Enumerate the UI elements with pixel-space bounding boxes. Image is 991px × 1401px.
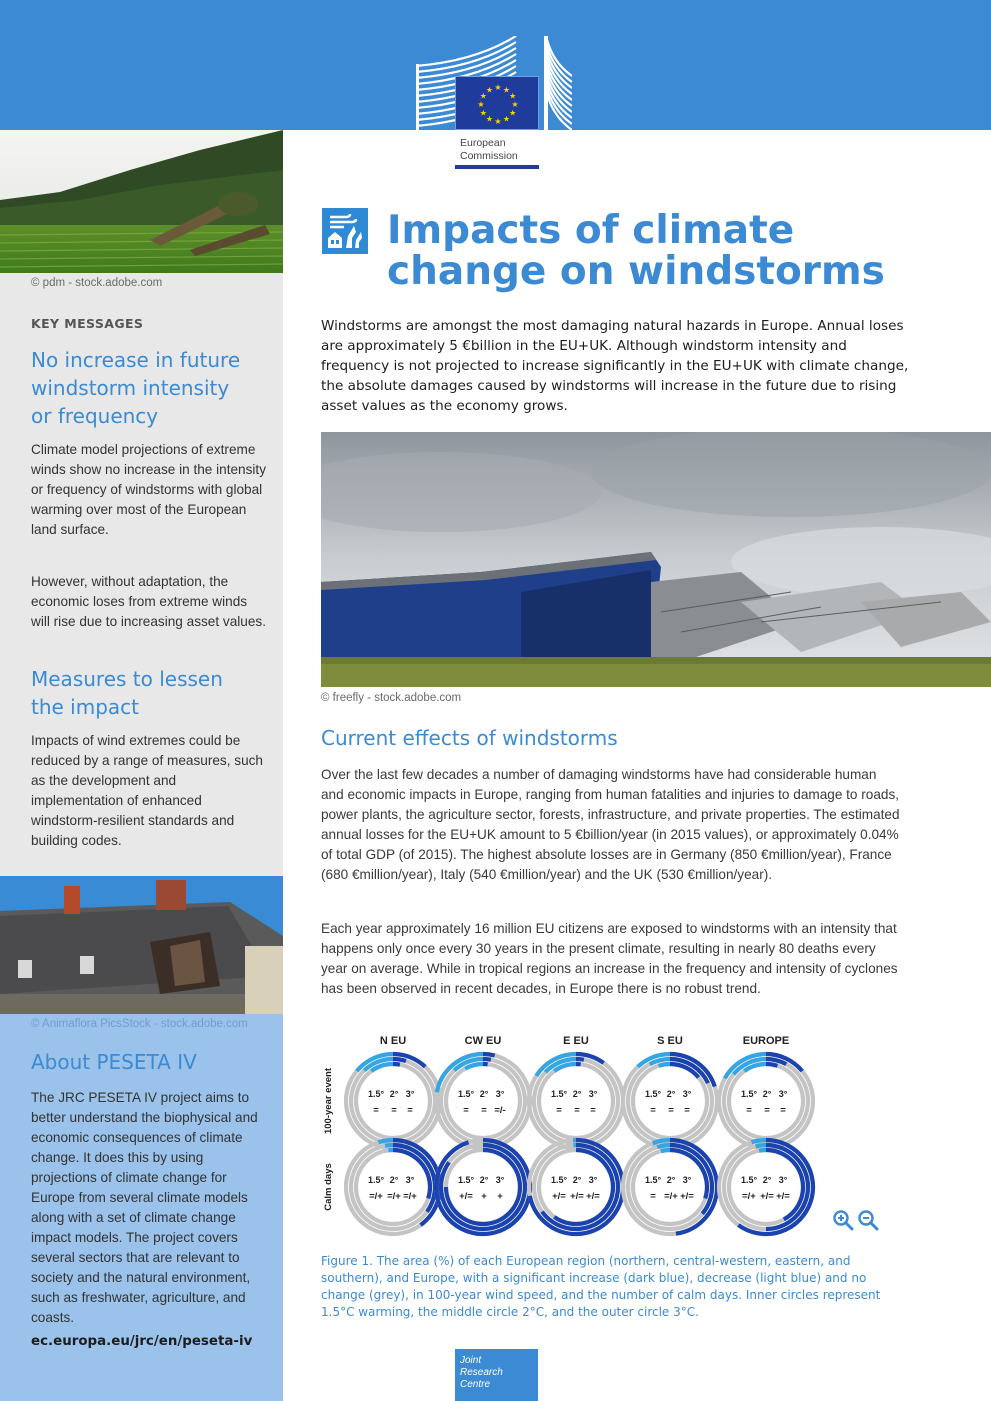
eu-star-icon: ★	[479, 91, 487, 101]
change-symbol: =	[780, 1105, 786, 1116]
about-paragraph: The JRC PESETA IV project aims to better understand the biophysical and economic consequences of climate change. It does this by using projections of climate change for Europe from several climate models along with a set of climate change impact models. The project covers several sectors that are relevant to society and the natural environment, such as freshwater, agriculture, and coasts.	[31, 1090, 258, 1325]
change-symbol: =	[373, 1105, 379, 1116]
fallen-trees-photo	[0, 130, 283, 273]
ring-label: 3°	[405, 1175, 415, 1185]
change-symbol: =/+	[369, 1191, 383, 1202]
ring-label: 2°	[762, 1175, 772, 1185]
change-symbol: =	[746, 1105, 752, 1116]
change-symbol: =	[668, 1105, 674, 1116]
change-symbol: +/=	[459, 1191, 473, 1202]
increase-arc	[483, 1054, 495, 1055]
increase-arc	[436, 1140, 530, 1234]
logo-line2: Commission	[460, 150, 518, 162]
no-change-ring	[539, 1064, 613, 1138]
change-symbol: =/+	[403, 1191, 417, 1202]
heading-line: the impact	[31, 695, 140, 719]
change-symbol: =	[556, 1105, 562, 1116]
ring-label: 3°	[588, 1089, 598, 1099]
jrc-line: Research	[460, 1367, 503, 1378]
eu-star-icon: ★	[479, 108, 487, 118]
change-symbol: +/=	[760, 1191, 774, 1202]
increase-arc	[554, 1150, 613, 1224]
increase-arc	[766, 1064, 777, 1066]
ring-label: 2°	[666, 1175, 676, 1185]
change-symbol: =/+	[387, 1191, 401, 1202]
no-change-ring	[441, 1059, 525, 1143]
ring-label: 3°	[405, 1089, 415, 1099]
ring-label: 1.5°	[740, 1089, 758, 1099]
change-symbol: =/+	[742, 1191, 756, 1202]
logo-underline	[455, 165, 539, 169]
page-title	[387, 210, 885, 292]
key-message-paragraph-1: Climate model projections of extreme winds show no increase in the intensity or frequency of windstorms with global warming over most of the European land surface.	[31, 442, 266, 537]
ring-label: 2°	[762, 1089, 772, 1099]
change-symbol: =	[481, 1105, 487, 1116]
main-photo-credit: © freefly - stock.adobe.com	[321, 692, 462, 704]
intro-paragraph: Windstorms are amongst the most damaging natural hazards in Europe. Annual loses are approximately 5 €billion in the EU+UK. Although windstorm intensity and frequency is not projected to increase significantly in the EU+UK with climate change, the absolute damages caused by windstorms will increase in the future due to rising asset values as the economy grows.	[321, 318, 909, 414]
zoom-out-icon[interactable]	[857, 1209, 879, 1231]
ring-label: 1.5°	[367, 1175, 385, 1185]
decrease-arc	[659, 1064, 670, 1066]
change-symbol: =	[684, 1105, 690, 1116]
change-symbol: =	[463, 1105, 469, 1116]
section-heading: Current effects of windstorms	[321, 726, 618, 750]
measures-heading	[31, 665, 223, 721]
change-symbol: =/-	[494, 1105, 506, 1116]
jrc-logo	[455, 1349, 538, 1401]
figure-1-donut-chart	[318, 1030, 888, 1240]
change-symbol: =	[650, 1105, 656, 1116]
no-change-ring	[351, 1059, 435, 1143]
ring-label: 3°	[682, 1175, 692, 1185]
photo1-credit: © pdm - stock.adobe.com	[31, 277, 163, 289]
change-symbol: =	[764, 1105, 770, 1116]
jrc-line: Centre	[460, 1379, 491, 1390]
logo-line1: European	[460, 137, 506, 149]
increase-arc	[483, 1059, 491, 1060]
damaged-roof-photo	[0, 876, 283, 1014]
about-link[interactable]: ec.europa.eu/jrc/en/peseta-iv	[31, 1334, 253, 1349]
decrease-arc	[661, 1150, 670, 1151]
change-symbol: +/=	[570, 1191, 584, 1202]
eu-star-icon: ★	[494, 83, 502, 92]
region-label: E EU	[563, 1035, 589, 1047]
ring-label: 1.5°	[367, 1089, 385, 1099]
no-change-ring	[446, 1064, 520, 1138]
key-message-paragraph-2: However, without adaptation, the economic loses from extreme winds will rise due to increasing asset values.	[31, 574, 266, 629]
change-symbol: +/=	[586, 1191, 600, 1202]
body-paragraph-1: Over the last few decades a number of damaging windstorms have had considerable human and economic impacts in Europe, ranging from human fatalities and injuries to damage to roads, power plants, the agriculture sector, forests, infrastructure, and private properties. The estimated annual losses for the EU+UK amount to 5 €billion/year (in 2015 values), or approximately 0.04% of total GDP (of 2015). The highest absolute losses are in Germany (850 €million/year), France (680 €million/year), Italy (540 €million/year) and the UK (530 €million/year).	[321, 767, 900, 882]
row-label: 100-year event	[323, 1067, 334, 1135]
about-heading: About PESETA IV	[31, 1050, 197, 1074]
ring-label: 2°	[666, 1089, 676, 1099]
change-symbol: =	[650, 1191, 656, 1202]
decrease-arc	[751, 1140, 766, 1142]
change-symbol: =/+	[664, 1191, 678, 1202]
ring-label: 1.5°	[644, 1175, 662, 1185]
eu-star-icon: ★	[509, 108, 517, 118]
ring-label: 1.5°	[457, 1175, 475, 1185]
change-symbol: =	[407, 1105, 413, 1116]
ring-label: 3°	[682, 1089, 692, 1099]
eu-flag-icon	[455, 76, 539, 130]
measures-paragraph: Impacts of wind extremes could be reduced by a range of measures, such as the development and implementation of enhanced windstorm-resilient standards and building codes.	[31, 733, 263, 848]
body-paragraph-2: Each year approximately 16 million EU citizens are exposed to windstorms with an intensity that happens only once every 30 years in the present climate, resulting in nearly 80 deaths every year on average. While in tropical regions an increase in the frequency and intensity of cyclones has been observed in recent decades, in Europe there is no robust trend.	[321, 921, 898, 996]
eu-star-icon: ★	[485, 114, 494, 124]
change-symbol: +/=	[680, 1191, 694, 1202]
ring-label: 2°	[479, 1089, 489, 1099]
heading-line: Measures to lessen	[31, 667, 223, 691]
ring-label: 3°	[495, 1175, 505, 1185]
change-symbol: +	[481, 1191, 487, 1202]
change-symbol: =	[391, 1105, 397, 1116]
ring-label: 3°	[588, 1175, 598, 1185]
region-label: S EU	[657, 1035, 683, 1047]
key-message-heading-1	[31, 346, 240, 430]
european-commission-logo	[416, 36, 572, 176]
heading-line: or frequency	[31, 404, 159, 428]
figure-caption: Figure 1. The area (%) of each European region (northern, central-western, eastern, and southern), and Europe, with a significant increase (dark blue), decrease (light blue) and no change (grey), in 100-year wind speed, and the number of calm days. Inner circles represent 1.5°C warming, the middle circle 2°C, and the outer circle 3°C.	[321, 1254, 881, 1319]
ring-label: 1.5°	[644, 1089, 662, 1099]
decrease-arc	[759, 1150, 766, 1151]
heading-line: No increase in future	[31, 348, 241, 372]
region-label: EUROPE	[742, 1035, 790, 1047]
key-messages-label: KEY MESSAGES	[31, 316, 144, 331]
zoom-in-icon[interactable]	[832, 1209, 854, 1231]
ring-label: 1.5°	[550, 1175, 568, 1185]
region-label: N EU	[379, 1035, 407, 1047]
decrease-arc	[657, 1145, 670, 1147]
heading-line: windstorm intensity	[31, 376, 230, 400]
change-symbol: +/=	[552, 1191, 566, 1202]
eu-star-icon: ★	[494, 117, 502, 126]
ring-label: 3°	[778, 1089, 788, 1099]
ring-label: 2°	[572, 1089, 582, 1099]
decrease-arc	[465, 1064, 483, 1069]
ring-label: 3°	[495, 1089, 505, 1099]
ring-label: 1.5°	[457, 1089, 475, 1099]
jrc-line: Joint	[460, 1355, 482, 1366]
eu-star-icon: ★	[502, 85, 511, 95]
photo2-credit: © Animaflora PicsStock - stock.adobe.com	[31, 1018, 248, 1030]
change-symbol: +	[497, 1191, 503, 1202]
ring-label: 2°	[389, 1089, 399, 1099]
change-symbol: =	[590, 1105, 596, 1116]
ring-label: 1.5°	[740, 1175, 758, 1185]
eu-star-icon: ★	[477, 100, 485, 109]
eu-star-icon: ★	[502, 114, 511, 124]
title-line-2: change on windstorms	[387, 249, 885, 294]
ring-label: 2°	[389, 1175, 399, 1185]
windstorm-icon	[322, 208, 368, 254]
increase-arc	[393, 1064, 400, 1065]
title-line-1: Impacts of climate	[387, 208, 795, 253]
decrease-arc	[756, 1145, 766, 1146]
eu-star-icon: ★	[509, 91, 517, 101]
eu-star-icon: ★	[511, 100, 519, 109]
logo-text	[460, 137, 518, 163]
decrease-arc	[385, 1145, 393, 1146]
ring-label: 2°	[572, 1175, 582, 1185]
increase-arc	[576, 1059, 584, 1060]
ring-label: 1.5°	[550, 1089, 568, 1099]
collapsed-warehouse-photo	[321, 432, 991, 687]
no-change-ring	[729, 1064, 803, 1138]
decrease-arc	[378, 1140, 393, 1142]
eu-star-icon: ★	[485, 85, 494, 95]
change-symbol: =	[574, 1105, 580, 1116]
no-change-ring	[356, 1064, 430, 1138]
increase-arc	[393, 1059, 406, 1061]
ring-label: 3°	[778, 1175, 788, 1185]
region-label: CW EU	[464, 1035, 502, 1047]
row-label: Calm days	[323, 1163, 334, 1211]
change-symbol: +/=	[776, 1191, 790, 1202]
ring-label: 2°	[479, 1175, 489, 1185]
